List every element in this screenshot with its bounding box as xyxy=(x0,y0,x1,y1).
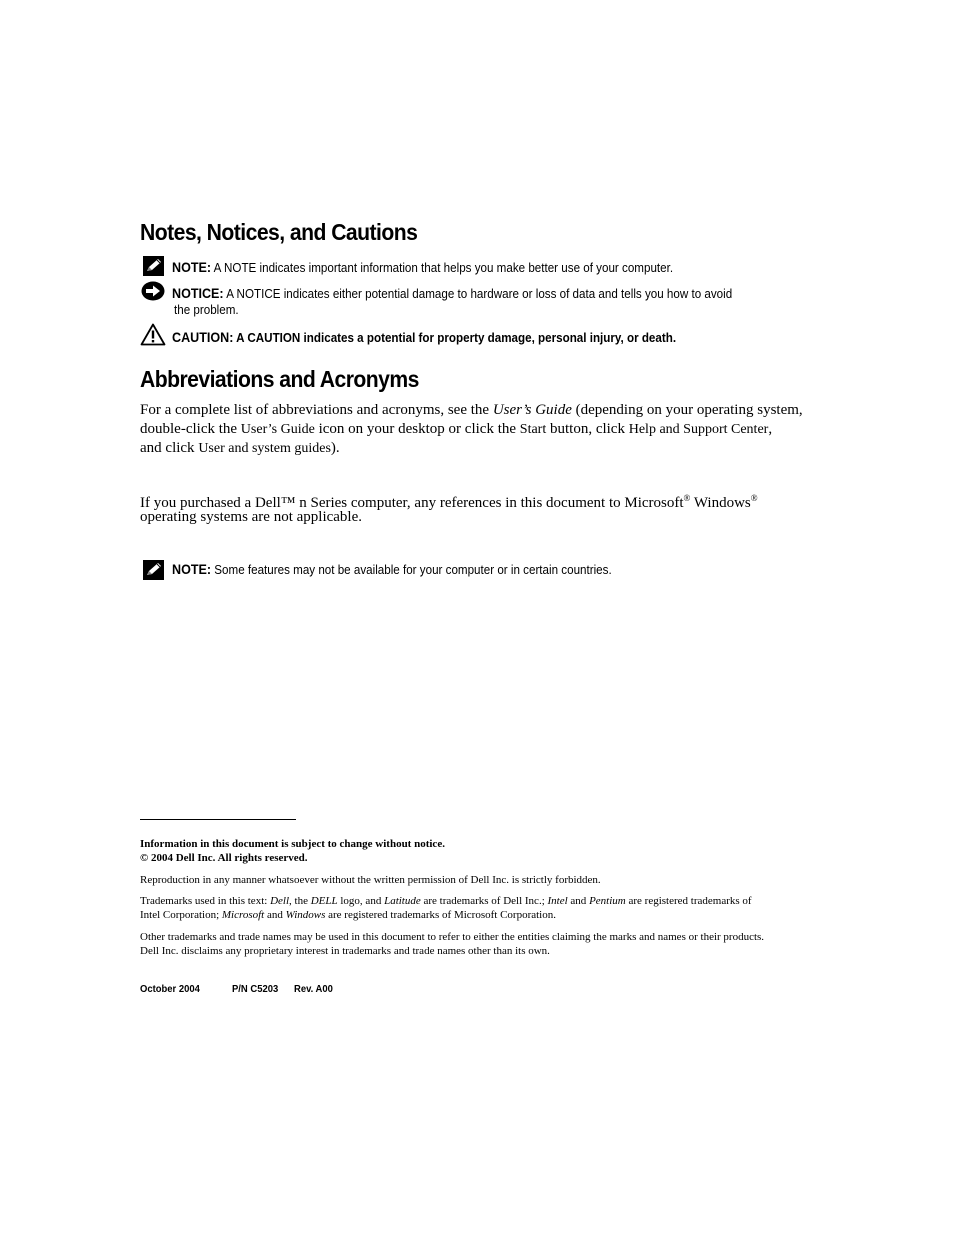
notice-label: NOTICE: xyxy=(172,286,224,301)
caution-label: CAUTION: xyxy=(172,330,234,345)
legal-other-trademarks-line-2: Dell Inc. disclaims any proprietary interest in trademarks and trade names other than its own. xyxy=(140,945,550,957)
trademark-dell-logo: DELL xyxy=(310,895,338,907)
registered-mark: ® xyxy=(683,493,691,503)
caution-triangle-icon xyxy=(140,323,166,346)
note-text: A NOTE indicates important information that helps you make better use of your computer. xyxy=(213,261,674,275)
footer-date: October 2004 xyxy=(140,983,200,995)
text-span: If you purchased a Dell™ n Series computer, any references in this document to Microsoft xyxy=(140,495,684,511)
text-span: are registered trademarks of xyxy=(625,895,752,907)
text-span: are trademarks of Dell Inc.; xyxy=(420,895,548,907)
text-span: For a complete list of abbreviations and acronyms, see the xyxy=(140,402,493,418)
trademark-microsoft: Microsoft xyxy=(221,909,265,921)
text-span: , the xyxy=(289,895,311,907)
note-label: NOTE: xyxy=(172,260,212,275)
footer-revision: Rev. A00 xyxy=(294,983,333,995)
legal-other-trademarks-line-1: Other trademarks and trade names may be used in this document to refer to either the entities claiming the marks and names or their products. xyxy=(140,931,765,943)
text-span: are registered trademarks of Microsoft Corporation. xyxy=(325,909,556,921)
legal-reproduction: Reproduction in any manner whatsoever without the written permission of Dell Inc. is strictly forbidden. xyxy=(140,874,601,886)
caution-text: A CAUTION indicates a potential for property damage, personal injury, or death. xyxy=(236,331,677,345)
change-notice-text: Information in this document is subject to change without notice. xyxy=(140,838,445,850)
trademark-windows: Windows xyxy=(285,909,326,921)
caution xyxy=(172,329,676,347)
legal-trademarks-line-1 xyxy=(140,894,752,908)
start-button-label: Start xyxy=(519,422,547,437)
notice-line-2: the problem. xyxy=(174,303,239,317)
text-span: Intel Corporation; xyxy=(140,909,222,921)
note-pencil-icon xyxy=(143,560,164,580)
users-guide-title: User’s Guide xyxy=(492,402,572,418)
user-system-guides-label: User and system guides xyxy=(198,441,331,456)
footer-part-number: P/N C5203 xyxy=(232,983,279,995)
text-span: and xyxy=(264,909,286,921)
text-span: button, click xyxy=(546,421,629,437)
note-label: NOTE: xyxy=(172,562,212,577)
note-pencil-icon xyxy=(143,256,164,276)
legal-change-notice xyxy=(140,837,445,851)
text-span: ). xyxy=(330,440,340,456)
notice-text: A NOTICE indicates either potential damage to hardware or loss of data and tells you how to avoid xyxy=(226,287,733,301)
text-span: logo, and xyxy=(337,895,385,907)
trademark-pentium: Pentium xyxy=(589,895,626,907)
n-series-paragraph-line-2: operating systems are not applicable. xyxy=(140,509,363,525)
trademark-latitude: Latitude xyxy=(384,895,421,907)
abbrev-paragraph-line-3 xyxy=(140,439,340,458)
legal-trademarks-line-2 xyxy=(140,908,556,922)
text-span: and click xyxy=(140,440,199,456)
text-span: Trademarks used in this text: xyxy=(140,895,271,907)
abbrev-paragraph-line-1 xyxy=(140,401,803,420)
text-span: , xyxy=(768,421,773,437)
users-guide-icon-label: User’s Guide xyxy=(240,422,315,437)
trademark-intel: Intel xyxy=(547,895,568,907)
text-span: (depending on your operating system, xyxy=(571,402,803,418)
notice-line-1 xyxy=(172,285,732,303)
note-2 xyxy=(172,561,612,579)
text-span: Windows xyxy=(690,495,751,511)
footnote-divider xyxy=(140,819,296,820)
text-span: double-click the xyxy=(140,421,241,437)
note-text: Some features may not be available for your computer or in certain countries. xyxy=(214,563,612,577)
trademark-dell: Dell xyxy=(270,895,290,907)
text-span: icon on your desktop or click the xyxy=(314,421,520,437)
legal-copyright xyxy=(140,851,308,865)
section-title-abbreviations: Abbreviations and Acronyms xyxy=(140,366,419,392)
registered-mark: ® xyxy=(750,493,758,503)
help-support-center-label: Help and Support Center xyxy=(628,422,769,437)
note-1 xyxy=(172,259,673,277)
section-title-notices: Notes, Notices, and Cautions xyxy=(140,219,418,245)
abbrev-paragraph-line-2 xyxy=(140,420,772,439)
text-span: and xyxy=(567,895,590,907)
copyright-text: © 2004 Dell Inc. All rights reserved. xyxy=(140,852,308,864)
notice-arrow-icon xyxy=(141,281,165,301)
